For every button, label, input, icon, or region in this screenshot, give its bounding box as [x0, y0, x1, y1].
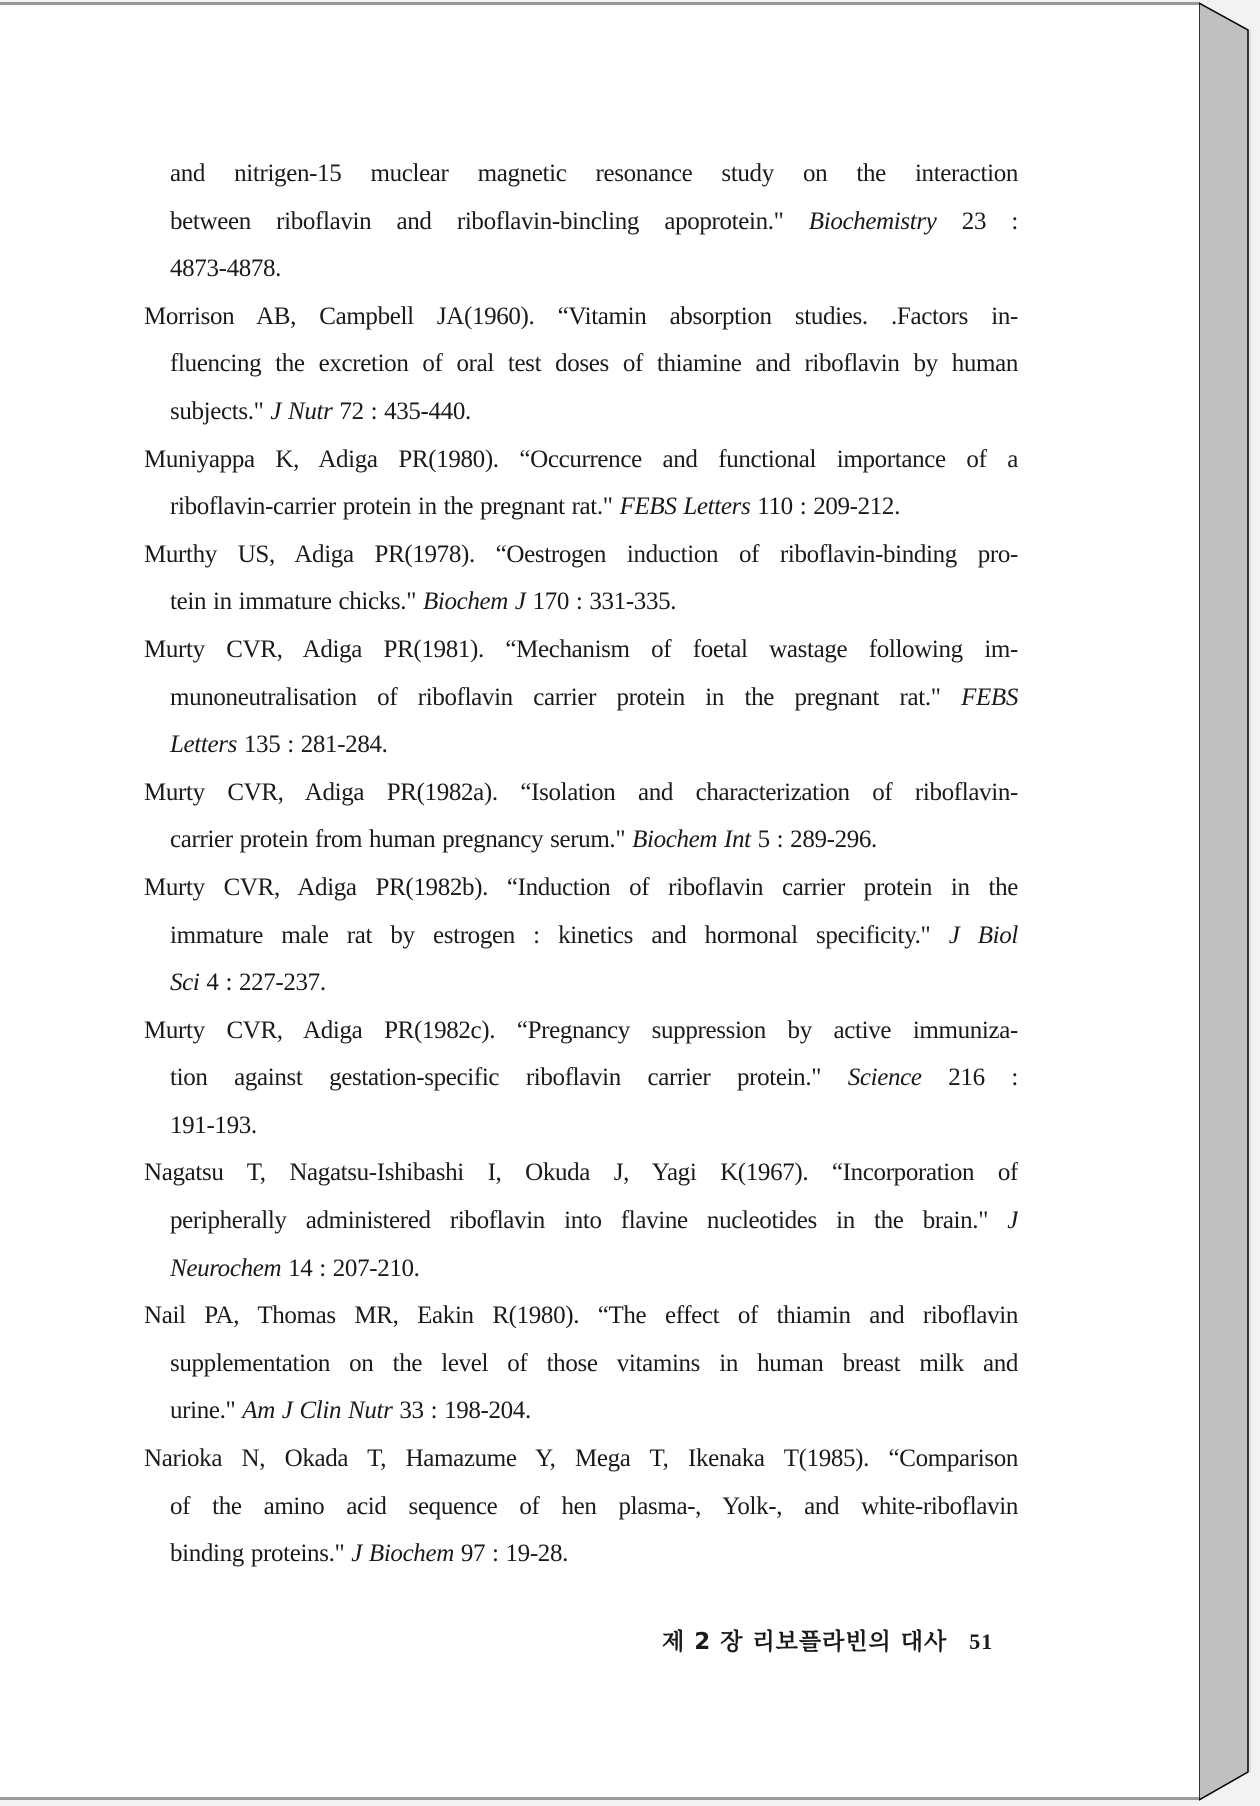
- reference-text: between riboflavin and riboflavin-bincling apoprotein.": [170, 207, 809, 235]
- reference-text: 72 : 435-440.: [332, 397, 471, 425]
- reference-text: supplementation on the level of those vitamins in human breast milk and: [170, 1349, 1018, 1377]
- reference-text: Murty CVR, Adiga PR(1981). “Mechanism of foetal wastage following im-: [144, 635, 1018, 663]
- journal-name: FEBS Letters: [619, 493, 751, 521]
- reference-text: Murty CVR, Adiga PR(1982a). “Isolation and characterization of riboflavin-: [144, 778, 1018, 806]
- reference-entry: [144, 531, 1018, 626]
- reference-text: peripherally administered riboflavin into flavine nucleotides in the brain.": [170, 1207, 1008, 1235]
- journal-name: Science: [847, 1064, 922, 1092]
- journal-name: Am J Clin Nutr: [242, 1397, 393, 1425]
- reference-text: 33 : 198-204.: [392, 1397, 531, 1425]
- reference-line: [144, 769, 1018, 817]
- reference-entry: [144, 150, 1018, 293]
- reference-line: [144, 1007, 1018, 1055]
- book-page: [0, 2, 1199, 1800]
- reference-text: munoneutralisation of riboflavin carrier protein in the pregnant rat.": [170, 683, 962, 711]
- reference-text: 23 :: [936, 207, 1018, 235]
- chapter-title: 제 2 장 리보플라빈의 대사: [662, 1629, 948, 1655]
- reference-text: 191-193.: [170, 1111, 257, 1139]
- reference-line: [144, 1197, 1018, 1245]
- reference-entry: [144, 864, 1018, 1007]
- reference-line: [144, 245, 1018, 293]
- reference-line: [144, 674, 1018, 722]
- reference-line: [144, 1530, 1018, 1578]
- reference-entry: [144, 1435, 1018, 1578]
- reference-text: 4 : 227-237.: [199, 969, 326, 997]
- reference-text: Murty CVR, Adiga PR(1982b). “Induction of riboflavin carrier protein in the: [144, 873, 1018, 901]
- reference-line: [144, 912, 1018, 960]
- journal-name: FEBS: [961, 683, 1018, 711]
- reference-line: [144, 436, 1018, 484]
- reference-text: 135 : 281-284.: [237, 731, 388, 759]
- page-edge-3d: [1199, 0, 1251, 1806]
- reference-text: 216 :: [921, 1064, 1018, 1092]
- journal-name: Sci: [170, 969, 200, 997]
- journal-name: J: [1007, 1207, 1018, 1235]
- reference-entry: [144, 626, 1018, 769]
- reference-text: binding proteins.": [170, 1540, 352, 1568]
- reference-text: Muniyappa K, Adiga PR(1980). “Occurrence and functional importance of a: [144, 445, 1018, 473]
- reference-text: 110 : 209-212.: [750, 493, 900, 521]
- page-number: 51: [969, 1629, 994, 1654]
- reference-line: [144, 626, 1018, 674]
- reference-text: 4873-4878.: [170, 255, 282, 283]
- reference-line: [144, 1245, 1018, 1293]
- journal-name: Biochem J: [422, 588, 526, 616]
- reference-text: of the amino acid sequence of hen plasma-, Yolk-, and white-riboflavin: [170, 1492, 1018, 1520]
- reference-line: [144, 578, 1018, 626]
- reference-entry: [144, 1292, 1018, 1435]
- reference-line: [144, 816, 1018, 864]
- reference-line: [144, 1054, 1018, 1102]
- reference-line: [144, 1483, 1018, 1531]
- reference-text: and nitrigen-15 muclear magnetic resonance study on the interaction: [170, 160, 1018, 187]
- reference-text: Nagatsu T, Nagatsu-Ishibashi I, Okuda J, Yagi K(1967). “Incorporation of: [144, 1159, 1018, 1187]
- journal-name: J Nutr: [270, 397, 333, 425]
- reference-line: [144, 150, 1018, 198]
- reference-text: fluencing the excretion of oral test doses of thiamine and riboflavin by human: [170, 350, 1018, 378]
- reference-line: [144, 959, 1018, 1007]
- reference-text: immature male rat by estrogen : kinetics and hormonal specificity.": [170, 921, 949, 949]
- journal-name: Biochem Int: [632, 826, 751, 854]
- running-footer: [662, 1623, 993, 1656]
- reference-text: 14 : 207-210.: [281, 1254, 420, 1282]
- reference-entry: [144, 1149, 1018, 1292]
- reference-entry: [144, 769, 1018, 864]
- reference-text: carrier protein from human pregnancy serum.": [170, 826, 633, 854]
- reference-line: [144, 1435, 1018, 1483]
- reference-line: [144, 340, 1018, 388]
- reference-entry: [144, 293, 1018, 436]
- reference-list: [144, 150, 1018, 1578]
- reference-line: [144, 1292, 1018, 1340]
- reference-line: [144, 1387, 1018, 1435]
- reference-entry: [144, 436, 1018, 531]
- reference-line: [144, 1149, 1018, 1197]
- reference-line: [144, 864, 1018, 912]
- reference-text: urine.": [170, 1397, 243, 1425]
- journal-name: J Biochem: [351, 1540, 454, 1568]
- reference-text: 97 : 19-28.: [453, 1540, 568, 1568]
- reference-text: 170 : 331-335.: [525, 588, 677, 616]
- reference-text: Nail PA, Thomas MR, Eakin R(1980). “The effect of thiamin and riboflavin: [144, 1302, 1018, 1330]
- reference-line: [144, 1340, 1018, 1388]
- reference-line: [144, 721, 1018, 769]
- reference-line: [144, 293, 1018, 341]
- reference-line: [144, 198, 1018, 246]
- journal-name: J Biol: [948, 921, 1018, 949]
- reference-line: [144, 388, 1018, 436]
- reference-text: Narioka N, Okada T, Hamazume Y, Mega T, Ikenaka T(1985). “Comparison: [144, 1445, 1018, 1473]
- reference-text: Murty CVR, Adiga PR(1982c). “Pregnancy suppression by active immuniza-: [144, 1016, 1018, 1044]
- reference-line: [144, 483, 1018, 531]
- reference-text: tion against gestation-specific riboflavin carrier protein.": [170, 1064, 848, 1092]
- journal-name: Biochemistry: [808, 207, 937, 235]
- reference-text: subjects.": [170, 397, 271, 425]
- journal-name: Neurochem: [170, 1254, 282, 1282]
- reference-text: riboflavin-carrier protein in the pregnant rat.": [170, 493, 620, 521]
- reference-text: Morrison AB, Campbell JA(1960). “Vitamin absorption studies. .Factors in-: [144, 302, 1018, 330]
- reference-entry: [144, 1007, 1018, 1150]
- reference-text: tein in immature chicks.": [170, 588, 423, 616]
- reference-line: [144, 1102, 1018, 1150]
- reference-text: 5 : 289-296.: [750, 826, 877, 854]
- reference-line: [144, 531, 1018, 579]
- reference-text: Murthy US, Adiga PR(1978). “Oestrogen induction of riboflavin-binding pro-: [144, 540, 1018, 568]
- journal-name: Letters: [170, 731, 237, 759]
